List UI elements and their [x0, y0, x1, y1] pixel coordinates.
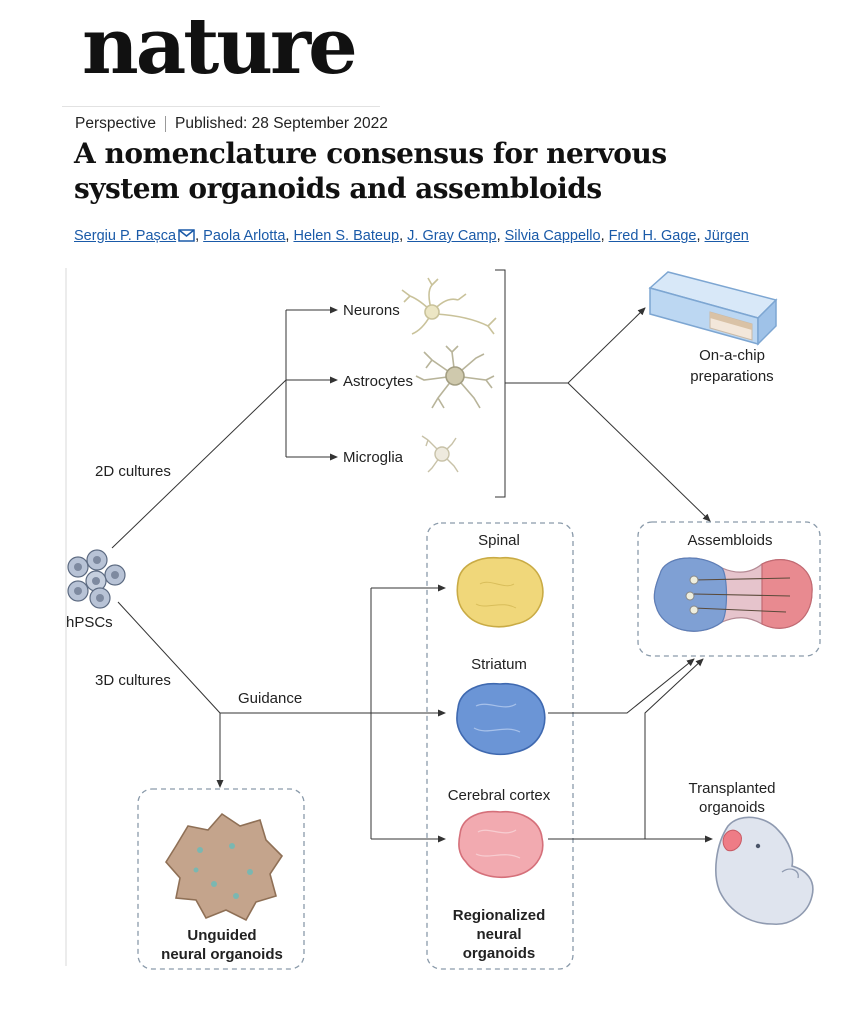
- astrocyte-icon: [416, 346, 494, 408]
- spinal-organoid-icon: [457, 558, 543, 627]
- label-on-chip-2: preparations: [690, 368, 774, 385]
- article-type: Perspective: [75, 115, 156, 132]
- label-assembloids: Assembloids: [687, 532, 773, 549]
- microglia-icon: [422, 436, 458, 472]
- label-regionalized-2: neural: [476, 926, 522, 943]
- author-link[interactable]: Fred H. Gage: [608, 228, 697, 244]
- striatum-organoid-icon: [457, 684, 545, 755]
- author-separator: ,: [399, 228, 404, 244]
- author-link[interactable]: Sergiu P. Pașca: [74, 228, 177, 244]
- label-3d-cultures: 3D cultures: [95, 672, 171, 689]
- author-list: [74, 228, 749, 244]
- journal-logo[interactable]: nature: [82, 1, 355, 92]
- arrow-cortex-assembloid: [645, 659, 703, 839]
- cell-bracket: [495, 270, 505, 497]
- line-3d: [118, 602, 220, 713]
- arrow-striatum-assembloid: [548, 659, 694, 713]
- assembloid-icon: [654, 558, 812, 631]
- author-link[interactable]: Helen S. Bateup: [293, 228, 400, 244]
- label-microglia: Microglia: [343, 449, 404, 466]
- neuron-icon: [402, 278, 496, 334]
- chip-icon: [650, 272, 776, 344]
- label-astrocytes: Astrocytes: [343, 373, 414, 390]
- label-on-chip: On-a-chip: [699, 347, 765, 364]
- hpsc-cells-icon: [68, 550, 125, 608]
- article-meta: [75, 115, 388, 133]
- author-link[interactable]: J. Gray Camp: [407, 228, 497, 244]
- author-link[interactable]: Silvia Cappello: [504, 228, 601, 244]
- author-separator: ,: [496, 228, 501, 244]
- transplanted-animal-icon: [716, 817, 813, 924]
- animal-eye: [756, 844, 760, 848]
- unguided-organoid-icon: [166, 814, 282, 920]
- label-unguided: Unguided: [187, 927, 257, 944]
- arrow-assembloids-top: [568, 383, 710, 521]
- author-link[interactable]: Paola Arlotta: [203, 228, 286, 244]
- label-unguided-2: neural organoids: [161, 946, 283, 963]
- meta-separator: [165, 116, 166, 132]
- label-spinal: Spinal: [478, 532, 520, 549]
- label-neurons: Neurons: [343, 302, 400, 319]
- article-title: A nomenclature consensus for nervous system organoids and assembloids: [74, 137, 667, 205]
- label-hpscs: hPSCs: [66, 614, 113, 631]
- header-divider: [62, 106, 380, 107]
- author-separator: ,: [696, 228, 701, 244]
- label-transplanted-2: organoids: [699, 799, 765, 816]
- label-2d-cultures: 2D cultures: [95, 463, 171, 480]
- author-link[interactable]: Jürgen: [704, 228, 749, 244]
- arrow-chip: [568, 308, 645, 383]
- connectors: [112, 270, 712, 839]
- mail-icon[interactable]: [178, 229, 195, 242]
- author-separator: ,: [285, 228, 290, 244]
- author-separator: ,: [600, 228, 605, 244]
- label-regionalized-3: organoids: [462, 945, 536, 962]
- label-cerebral-cortex: Cerebral cortex: [447, 787, 551, 804]
- figure-diagram: [0, 262, 868, 1006]
- label-regionalized: Regionalized: [452, 907, 546, 924]
- cortex-organoid-icon: [459, 812, 543, 878]
- publish-date: Published: 28 September 2022: [174, 115, 388, 132]
- label-guidance: Guidance: [238, 690, 303, 707]
- label-striatum: Striatum: [471, 656, 527, 673]
- author-separator: ,: [195, 228, 200, 244]
- label-transplanted: Transplanted: [688, 780, 776, 797]
